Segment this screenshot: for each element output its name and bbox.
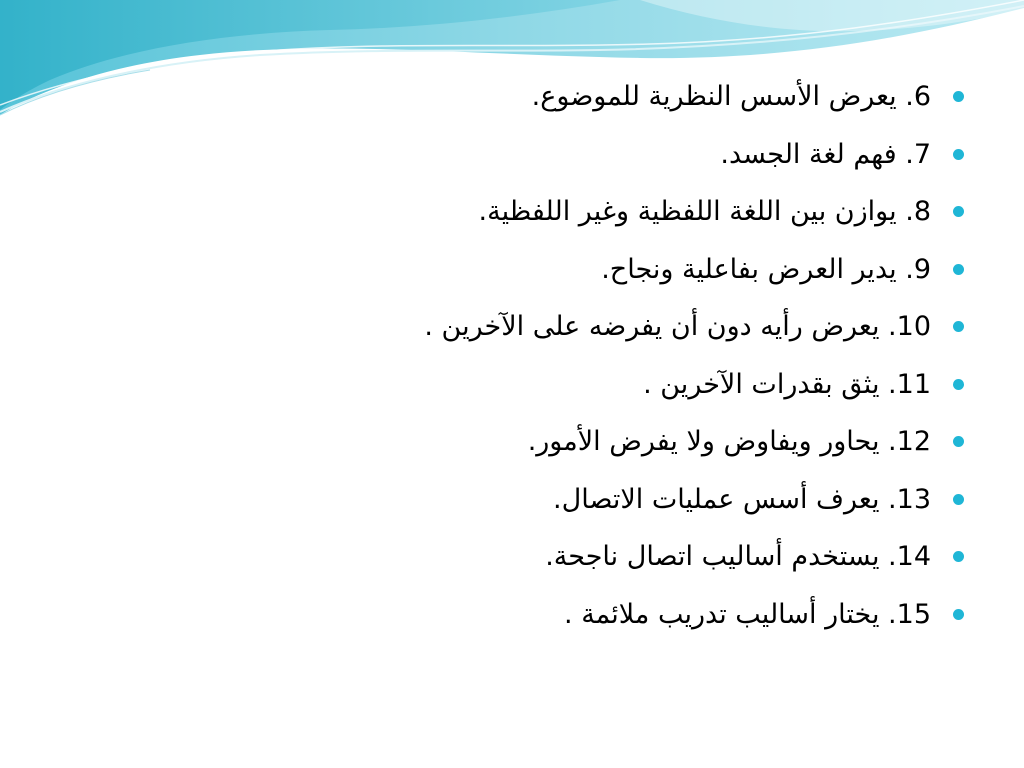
list-item-text: 10. يعرض رأيه دون أن يفرضه على الآخرين . xyxy=(424,311,931,343)
list-item-text: 9. يدير العرض بفاعلية ونجاح. xyxy=(601,253,931,285)
bullet-icon xyxy=(953,149,964,160)
list-item-text: 6. يعرض الأسس النظرية للموضوع. xyxy=(531,81,931,113)
list-item xyxy=(64,68,964,126)
list-item xyxy=(64,298,964,356)
list-item xyxy=(64,528,964,586)
bullet-icon xyxy=(953,264,964,275)
list-item-text: 15. يختار أساليب تدريب ملائمة . xyxy=(564,598,931,630)
list-item xyxy=(64,356,964,414)
list-item xyxy=(64,241,964,299)
list-item xyxy=(64,471,964,529)
list-item xyxy=(64,183,964,241)
bullet-icon xyxy=(953,494,964,505)
list-item-text: 12. يحاور ويفاوض ولا يفرض الأمور. xyxy=(527,426,931,458)
bullet-icon xyxy=(953,436,964,447)
list-item-text: 14. يستخدم أساليب اتصال ناجحة. xyxy=(545,541,931,573)
list-item xyxy=(64,126,964,184)
bullet-icon xyxy=(953,321,964,332)
list-item-text: 13. يعرف أسس عمليات الاتصال. xyxy=(553,483,931,515)
list-item xyxy=(64,586,964,644)
list-item-text: 8. يوازن بين اللغة اللفظية وغير اللفظية. xyxy=(478,196,931,228)
bullet-icon xyxy=(953,91,964,102)
list-item xyxy=(64,413,964,471)
bullet-list xyxy=(64,68,964,643)
bullet-icon xyxy=(953,379,964,390)
list-item-text: 11. يثق بقدرات الآخرين . xyxy=(643,368,931,400)
bullet-icon xyxy=(953,206,964,217)
bullet-icon xyxy=(953,609,964,620)
list-item-text: 7. فهم لغة الجسد. xyxy=(720,138,931,170)
bullet-icon xyxy=(953,551,964,562)
